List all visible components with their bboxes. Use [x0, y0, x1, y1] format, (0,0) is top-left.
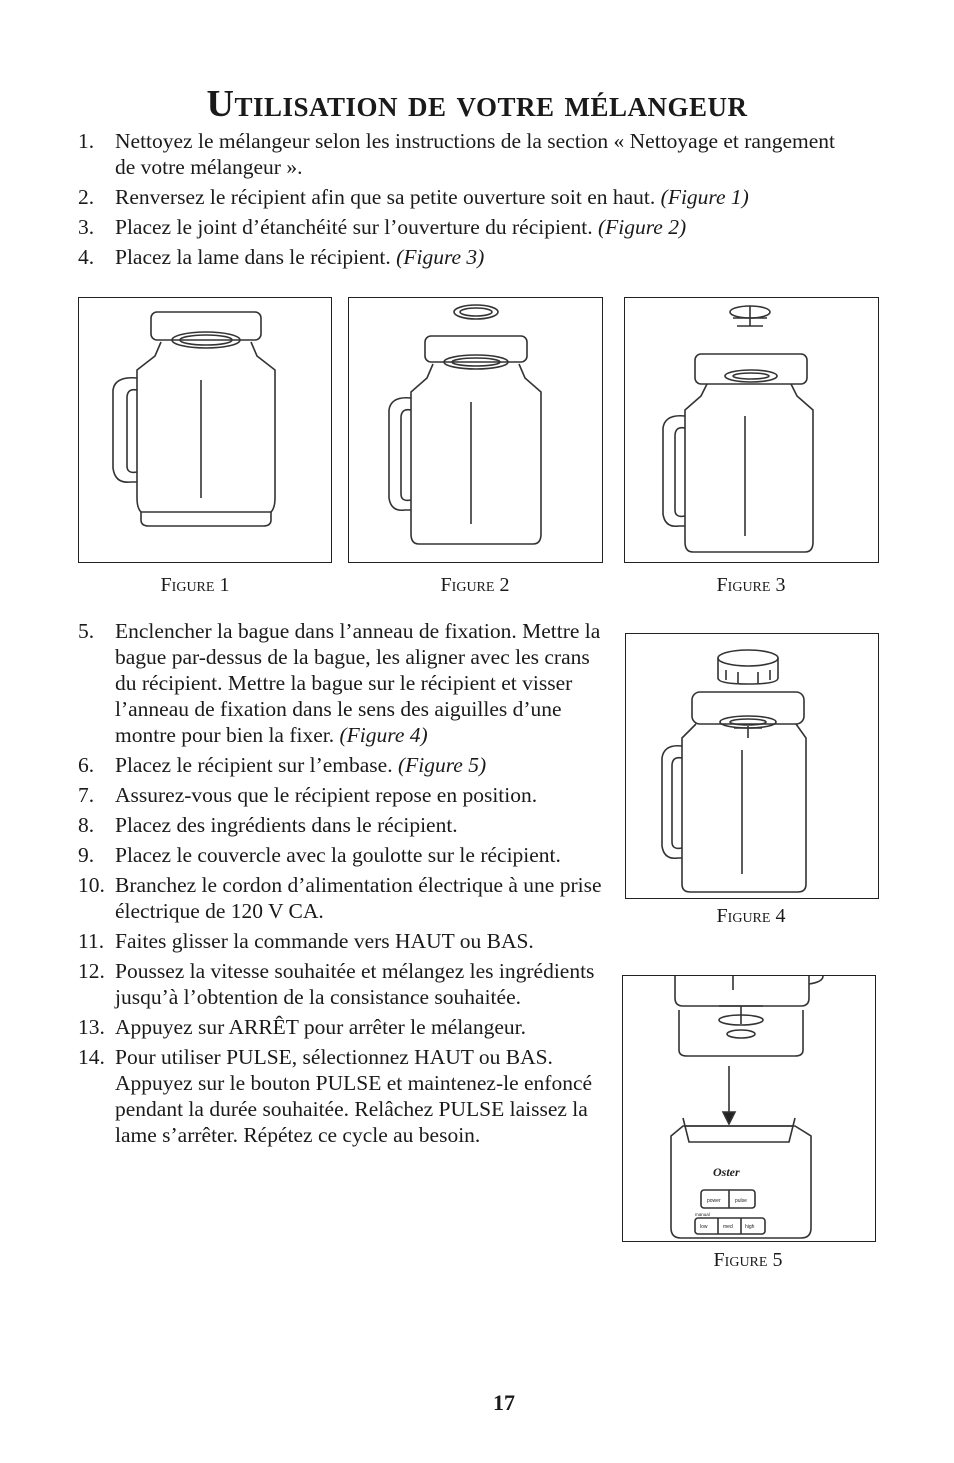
- step-item: [78, 812, 606, 838]
- low-button-label: low: [700, 1224, 708, 1230]
- step-number: 12.: [78, 959, 105, 983]
- figure-reference: (Figure 1): [660, 185, 749, 209]
- step-item: [78, 184, 838, 210]
- step-number: 5.: [78, 619, 95, 643]
- step-text: Pour utiliser PULSE, sélectionnez HAUT ou BAS. Appuyez sur le bouton PULSE et maintenez-le enfoncé pendant la durée souhaitée. Relâchez PULSE laissez la lame s’arrêter. Répétez ce cycle au besoin.: [115, 1045, 593, 1147]
- step-text: Faites glisser la commande vers HAUT ou BAS.: [115, 929, 534, 953]
- step-number: 6.: [78, 753, 95, 777]
- step-number: 14.: [78, 1045, 105, 1069]
- step-item: [78, 958, 606, 1010]
- page-title: Utilisation de votre mélangeur: [206, 83, 748, 125]
- figure-5-caption: Figure 5: [713, 1249, 783, 1271]
- jar-assembly-illustration: [626, 634, 880, 900]
- step-item: [78, 752, 606, 778]
- power-button-label: power: [707, 1198, 721, 1204]
- steps-list-top: [78, 128, 838, 274]
- figure-3-box: [624, 297, 879, 563]
- step-number: 11.: [78, 929, 105, 953]
- step-text: Assurez-vous que le récipient repose en position.: [115, 783, 538, 807]
- step-number: 1.: [78, 129, 95, 153]
- step-text: Placez le joint d’étanchéité sur l’ouverture du récipient.: [115, 215, 598, 239]
- brand-logo: Oster: [713, 1165, 740, 1179]
- jar-on-base-illustration: [623, 976, 877, 1243]
- step-text: Placez le récipient sur l’embase.: [115, 753, 398, 777]
- step-number: 13.: [78, 1015, 105, 1039]
- figure-2-caption: Figure 2: [440, 574, 510, 596]
- manual-label: manual: [695, 1212, 710, 1217]
- step-text: Poussez la vitesse souhaitée et mélangez les ingrédients jusqu’à l’obtention de la consistance souhaitée.: [115, 959, 595, 1009]
- jar-with-blade-illustration: [625, 298, 880, 564]
- step-number: 2.: [78, 185, 95, 209]
- figure-reference: (Figure 3): [396, 245, 485, 269]
- steps-list-bottom: [78, 618, 606, 1152]
- jar-inverted-illustration: [79, 298, 333, 564]
- step-number: 4.: [78, 245, 95, 269]
- high-button-label: high: [745, 1224, 755, 1230]
- step-item: [78, 1044, 606, 1148]
- figure-4-box: [625, 633, 879, 899]
- med-button-label: med: [723, 1224, 733, 1230]
- step-item: [78, 842, 606, 868]
- step-item: [78, 928, 606, 954]
- step-item: [78, 1014, 606, 1040]
- figure-reference: (Figure 4): [339, 723, 428, 747]
- step-number: 7.: [78, 783, 95, 807]
- pulse-button-label: pulse: [735, 1198, 747, 1204]
- step-item: [78, 872, 606, 924]
- step-item: [78, 782, 606, 808]
- step-item: [78, 618, 606, 748]
- step-item: [78, 128, 838, 180]
- step-text: Placez le couvercle avec la goulotte sur le récipient.: [115, 843, 561, 867]
- step-item: [78, 214, 838, 240]
- step-number: 9.: [78, 843, 95, 867]
- step-text: Branchez le cordon d’alimentation électrique à une prise électrique de 120 V CA.: [115, 873, 602, 923]
- jar-with-seal-illustration: [349, 298, 604, 564]
- step-text: Appuyez sur ARRÊT pour arrêter le mélangeur.: [115, 1015, 526, 1039]
- step-number: 3.: [78, 215, 95, 239]
- step-text: Renversez le récipient afin que sa petite ouverture soit en haut.: [115, 185, 661, 209]
- figure-reference: (Figure 5): [397, 753, 487, 777]
- page-number: 17: [493, 1390, 515, 1415]
- figure-1-caption: Figure 1: [160, 574, 230, 596]
- step-text: Placez la lame dans le récipient.: [115, 245, 397, 269]
- step-text: Enclencher la bague dans l’anneau de fixation. Mettre la bague par-dessus de la bague, les aligner avec les crans du récipient. Mettre la bague sur le récipient et visser l’anneau de fixation dans le sens des aiguilles d’une montre pour bien la fixer.: [115, 619, 601, 747]
- step-text: Nettoyez le mélangeur selon les instructions de la section « Nettoyage et rangement de votre mélangeur ».: [115, 129, 836, 179]
- figure-1-box: [78, 297, 332, 563]
- figure-2-box: [348, 297, 603, 563]
- figure-5-box: [622, 975, 876, 1242]
- step-number: 10.: [78, 873, 105, 897]
- step-number: 8.: [78, 813, 95, 837]
- figure-reference: (Figure 2): [597, 215, 687, 239]
- step-item: [78, 244, 838, 270]
- figure-4-caption: Figure 4: [716, 905, 786, 927]
- step-text: Placez des ingrédients dans le récipient.: [115, 813, 458, 837]
- figure-3-caption: Figure 3: [716, 574, 786, 596]
